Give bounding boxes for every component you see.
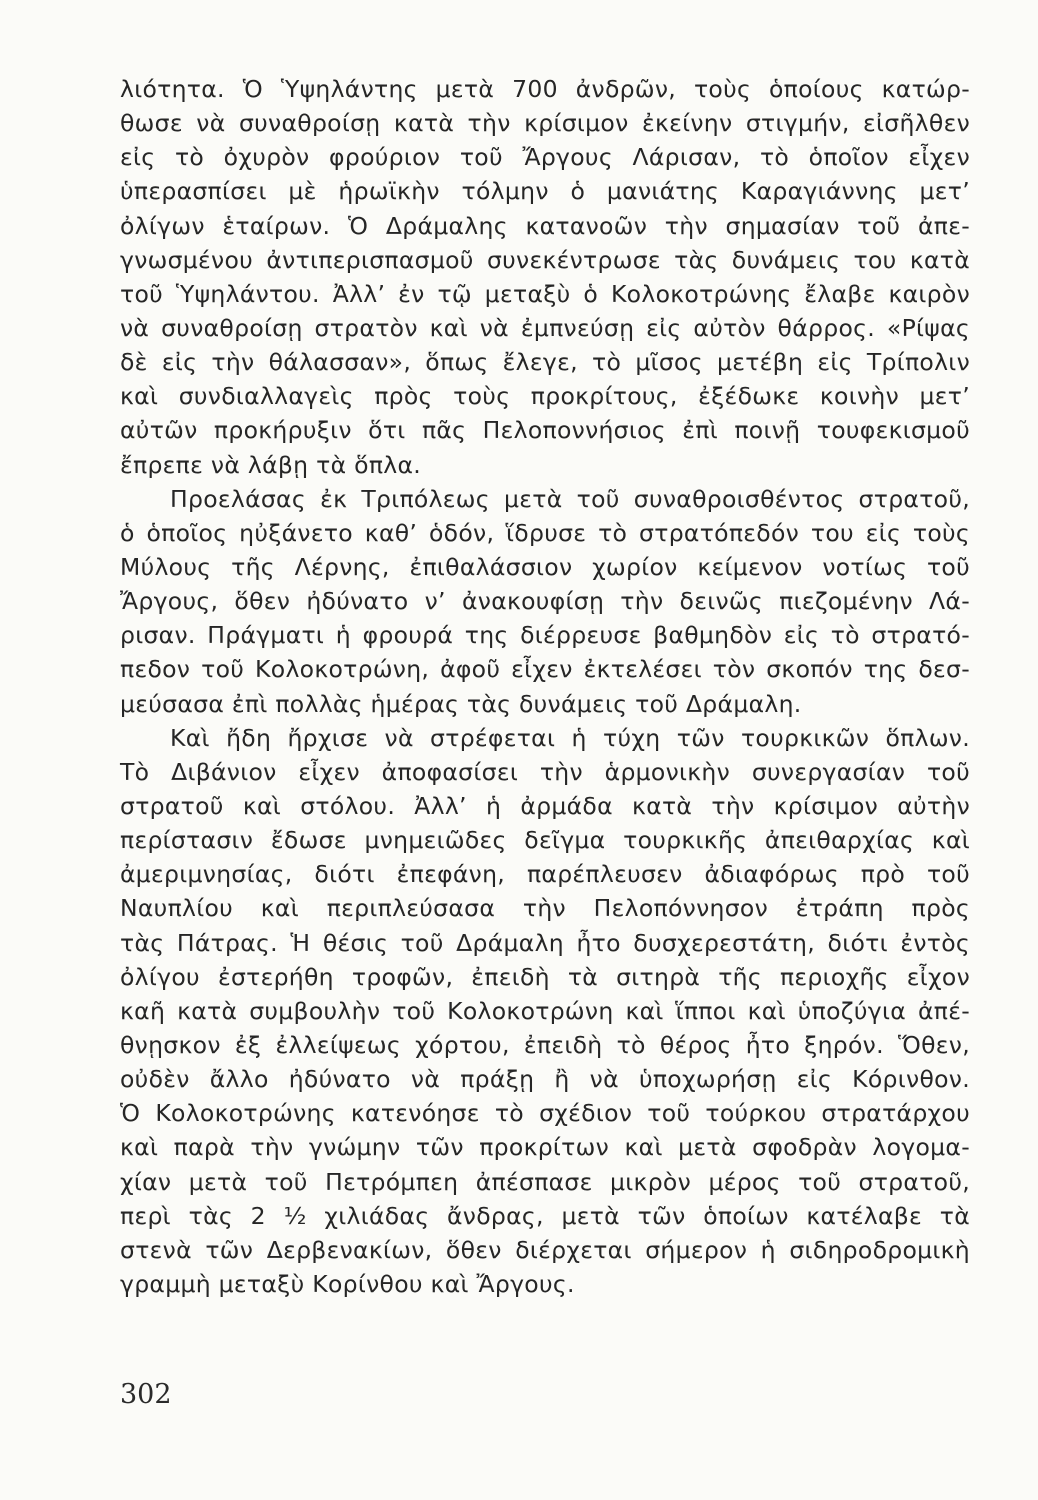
text-line: καὶ συνδιαλλαγεὶς πρὸς τοὺς προκρίτους, ἐξέδωκε κοινὴν μετ’ (120, 382, 970, 411)
paragraph-end-line: γραμμὴ μεταξὺ Κορίνθου καὶ Ἄργους. (120, 1269, 575, 1298)
text-line: θωσε νὰ συναθροίσῃ κατὰ τὴν κρίσιμον ἐκείνην στιγμήν, εἰσῆλθεν (120, 109, 970, 138)
text-line: Ὁ Κολοκοτρώνης κατενόησε τὸ σχέδιον τοῦ τούρκου στρατάρχου (120, 1099, 970, 1128)
text-line: Μύλους τῆς Λέρνης, ἐπιθαλάσσιον χωρίον κείμενον νοτίως τοῦ (120, 552, 970, 581)
text-line: χίαν μετὰ τοῦ Πετρόμπεη ἀπέσπασε μικρὸν μέρος τοῦ στρατοῦ, (120, 1167, 970, 1196)
text-line: τὰς Πάτρας. Ἡ θέσις τοῦ Δράμαλη ἦτο δυσχερεστάτη, διότι ἐντὸς (120, 928, 970, 957)
text-line: γνωσμένου ἀντιπερισπασμοῦ συνεκέντρωσε τὰς δυνάμεις του κατὰ (120, 245, 970, 274)
paragraph-end-line: ἔπρεπε νὰ λάβῃ τὰ ὅπλα. (120, 450, 422, 479)
text-line: ὀλίγων ἑταίρων. Ὁ Δράμαλης κατανοῶν τὴν σημασίαν τοῦ ἀπε- (120, 211, 970, 240)
text-line: εἰς τὸ ὀχυρὸν φρούριον τοῦ Ἄργους Λάρισαν, τὸ ὁποῖον εἶχεν (120, 143, 970, 172)
paragraph-start-line: Καὶ ἤδη ἤρχισε νὰ στρέφεται ἡ τύχη τῶν τουρκικῶν ὅπλων. (170, 723, 970, 752)
paragraph-end-line: μεύσασα ἐπὶ πολλὰς ἡμέρας τὰς δυνάμεις τοῦ Δράμαλη. (120, 689, 802, 718)
text-line: αὐτῶν προκήρυξιν ὅτι πᾶς Πελοποννήσιος ἐπὶ ποινῇ τουφεκισμοῦ (120, 416, 970, 445)
text-line: στρατοῦ καὶ στόλου. Ἀλλ’ ἡ ἀρμάδα κατὰ τὴν κρίσιμον αὐτὴν (120, 791, 970, 820)
text-line: Ἄργους, ὅθεν ἠδύνατο ν’ ἀνακουφίσῃ τὴν δεινῶς πιεζομένην Λά- (120, 587, 970, 616)
text-line: θνῃσκον ἐξ ἐλλείψεως χόρτου, ἐπειδὴ τὸ θέρος ἦτο ξηρόν. Ὅθεν, (120, 1030, 970, 1059)
text-line: ὁ ὁποῖος ηὐξάνετο καθ’ ὁδόν, ἵδρυσε τὸ στρατόπεδόν του εἰς τοὺς (120, 518, 970, 547)
page-number: 302 (120, 1379, 172, 1410)
text-line: Ναυπλίου καὶ περιπλεύσασα τὴν Πελοπόννησον ἐτράπη πρὸς (120, 894, 970, 923)
text-line: τοῦ Ὑψηλάντου. Ἀλλ’ ἐν τῷ μεταξὺ ὁ Κολοκοτρώνης ἔλαβε καιρὸν (120, 279, 970, 308)
text-line: καὶ παρὰ τὴν γνώμην τῶν προκρίτων καὶ μετὰ σφοδρὰν λογομα- (120, 1133, 970, 1162)
paragraph-start-line: Προελάσας ἐκ Τριπόλεως μετὰ τοῦ συναθροισθέντος στρατοῦ, (170, 484, 970, 513)
text-line: λιότητα. Ὁ Ὑψηλάντης μετὰ 700 ἀνδρῶν, τοὺς ὁποίους κατώρ- (120, 75, 970, 103)
text-line: ἀμεριμνησίας, διότι ἐπεφάνη, παρέπλευσεν ἀδιαφόρως πρὸ τοῦ (120, 860, 970, 889)
text-line: περίστασιν ἔδωσε μνημειῶδες δεῖγμα τουρκικῆς ἀπειθαρχίας καὶ (120, 826, 970, 855)
text-line: νὰ συναθροίσῃ στρατὸν καὶ νὰ ἐμπνεύσῃ εἰς αὐτὸν θάρρος. «Ρίψας (120, 313, 970, 342)
text-line: ὑπερασπίσει μὲ ἡρωϊκὴν τόλμην ὁ μανιάτης Καραγιάννης μετ’ (120, 177, 970, 206)
text-line: Τὸ Διβάνιον εἶχεν ἀποφασίσει τὴν ἁρμονικὴν συνεργασίαν τοῦ (120, 757, 970, 786)
text-line: περὶ τὰς 2 ½ χιλιάδας ἄνδρας, μετὰ τῶν ὁποίων κατέλαβε τὰ (120, 1201, 970, 1230)
text-line: ρισαν. Πράγματι ἡ φρουρά της διέρρευσε βαθμηδὸν εἰς τὸ στρατό- (120, 621, 970, 650)
text-line: καῆ κατὰ συμβουλὴν τοῦ Κολοκοτρώνη καὶ ἵπποι καὶ ὑποζύγια ἀπέ- (120, 996, 970, 1025)
body-text (120, 72, 970, 1301)
text-line: οὐδὲν ἄλλο ἠδύνατο νὰ πράξῃ ἢ νὰ ὑποχωρήσῃ εἰς Κόρινθον. (120, 1065, 970, 1094)
text-line: ὀλίγου ἐστερήθη τροφῶν, ἐπειδὴ τὰ σιτηρὰ τῆς περιοχῆς εἶχον (120, 962, 970, 991)
text-line: δὲ εἰς τὴν θάλασσαν», ὅπως ἔλεγε, τὸ μῖσος μετέβη εἰς Τρίπολιν (120, 348, 970, 377)
text-line: στενὰ τῶν Δερβενακίων, ὅθεν διέρχεται σήμερον ἡ σιδηροδρομικὴ (120, 1235, 970, 1264)
text-line: πεδον τοῦ Κολοκοτρώνη, ἀφοῦ εἶχεν ἐκτελέσει τὸν σκοπόν της δεσ- (120, 655, 970, 684)
